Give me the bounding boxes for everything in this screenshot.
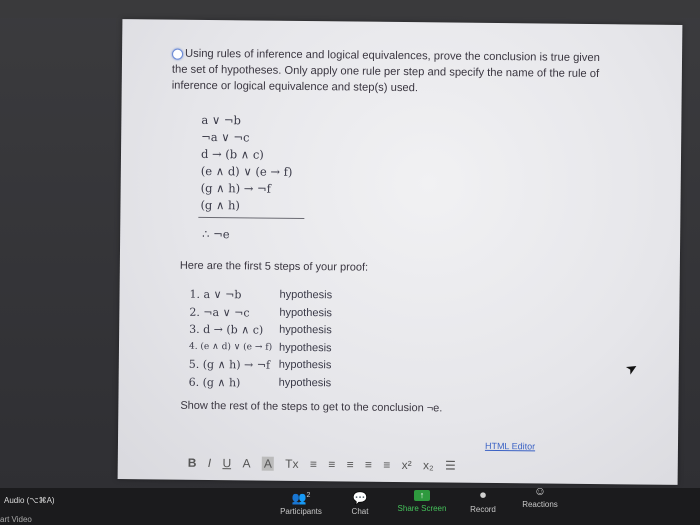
share-screen-button[interactable] (392, 490, 452, 513)
html-editor-link[interactable]: HTML Editor (484, 440, 536, 452)
hypotheses-list (200, 112, 293, 215)
step-justification: hypothesis (279, 306, 333, 319)
chat-label: Chat (351, 507, 369, 516)
hypothesis-1: a ∨ ¬b (201, 112, 242, 128)
step-statement: 3. d → (b ∧ c) (189, 322, 264, 337)
italic-button[interactable]: I (207, 455, 212, 471)
hypothesis-3: d → (b ∧ c) (200, 146, 264, 162)
radio-icon[interactable] (172, 48, 183, 59)
step-justification: hypothesis (279, 288, 333, 302)
hypothesis-6: (g ∧ h) (200, 197, 241, 213)
justify-button[interactable]: ≡ (364, 457, 373, 472)
zoom-toolbar (0, 484, 700, 525)
participants-count: 2 (306, 492, 311, 499)
start-video-button[interactable]: art Video (0, 515, 32, 524)
steps-intro: Here are the first 5 steps of your proof: (179, 259, 369, 274)
participants-icon: 👥$^2$ (291, 491, 311, 505)
step-justification: hypothesis (279, 323, 332, 337)
font-color-button[interactable]: A (242, 456, 251, 471)
align-left-button[interactable]: ≡ (309, 457, 317, 472)
indent-button[interactable]: ≡ (383, 457, 391, 472)
step-statement: 6. (g ∧ h) (188, 375, 241, 389)
superscript-button[interactable]: x² (401, 458, 412, 473)
participants-button[interactable] (276, 491, 326, 516)
conclusion: ∴ ¬e (202, 226, 230, 242)
step-justification: hypothesis (278, 341, 332, 354)
record-label: Record (470, 505, 496, 514)
conclusion-divider (198, 217, 304, 219)
mouse-cursor-icon: ➤ (622, 358, 641, 378)
highlight-button[interactable]: A (263, 456, 272, 471)
proof-steps (189, 286, 390, 393)
reactions-label: Reactions (522, 500, 558, 509)
step-justification: hypothesis (278, 376, 332, 389)
step-statement: 2. ¬a ∨ ¬c (189, 305, 250, 319)
subscript-button[interactable]: x₂ (422, 458, 434, 473)
proof-step (189, 373, 389, 393)
step-statement: 4. (e ∧ d) ∨ (e → f) (188, 341, 273, 353)
hypothesis-2: ¬a ∨ ¬c (201, 129, 250, 145)
chat-button[interactable] (345, 491, 375, 516)
proof-step (189, 286, 389, 306)
step-statement: 5. (g ∧ h) → ¬f (188, 357, 271, 372)
proof-step (189, 303, 389, 323)
question-text: Using rules of inference and logical equivalences, prove the conclusion is true given the set of hypotheses. Only apply one rule per step and specify the name of the rule of inference or logical equivalence and step(s) used. (171, 47, 600, 95)
share-screen-label: Share Screen (397, 504, 447, 513)
underline-button[interactable]: U (222, 456, 232, 471)
hypothesis-4: (e ∧ d) ∨ (e → f) (200, 163, 293, 179)
step-statement: 1. a ∨ ¬b (189, 287, 242, 302)
record-button[interactable] (465, 488, 501, 514)
reactions-icon: ☺ (533, 484, 547, 498)
step-justification: hypothesis (278, 358, 332, 372)
reactions-button[interactable] (515, 484, 565, 509)
participants-label: Participants (280, 507, 322, 516)
proof-step (189, 338, 389, 358)
window-top-bar (0, 0, 700, 18)
record-icon: ⏺ (479, 488, 486, 502)
proof-step (189, 356, 389, 376)
editor-toolbar (188, 456, 568, 480)
list-button[interactable]: ☰ (444, 458, 456, 473)
chat-icon: 💬 (352, 491, 368, 505)
align-right-button[interactable]: ≡ (346, 457, 354, 472)
hypothesis-5: (g ∧ h) → ¬f (200, 180, 272, 196)
show-rest-instruction: Show the rest of the steps to get to the conclusion ¬e. (180, 399, 443, 415)
question-document (118, 19, 683, 485)
bold-button[interactable]: B (187, 455, 197, 470)
align-center-button[interactable]: ≡ (328, 457, 336, 472)
audio-button[interactable]: Audio (⌥⌘A) (4, 496, 55, 505)
clear-format-button[interactable]: Tx (285, 456, 299, 471)
proof-step (189, 321, 389, 341)
share-screen-icon: ↑ (414, 490, 430, 501)
